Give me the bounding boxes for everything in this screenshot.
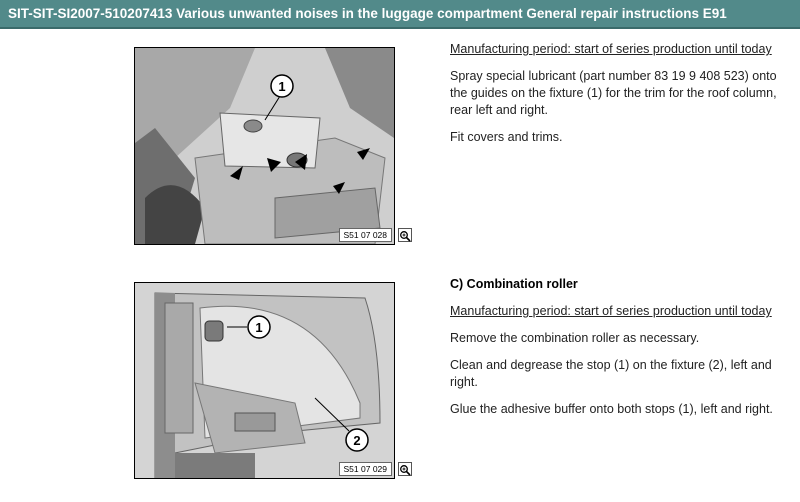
zoom-icon[interactable] [398,462,412,476]
figure-2-illustration [135,283,394,478]
instruction-paragraph: Clean and degrease the stop (1) on the fixture (2), left and right. [450,358,772,389]
section-1-text [450,41,790,156]
manufacturing-period: Manufacturing period: start of series production until today [450,304,772,318]
window-title: SIT-SIT-SI2007-510207413 Various unwanted noises in the luggage compartment General repair instructions E91 [0,0,800,27]
figure-1-illustration [135,48,394,244]
instruction-paragraph: Fit covers and trims. [450,130,563,144]
figure-1-callout-1: 1 [278,79,286,94]
instruction-paragraph: Spray special lubricant (part number 83 19 9 408 523) onto the guides on the fixture (1) for the trim for the roof column, rear left and right. [450,69,777,117]
section-2-text [450,276,790,428]
figure-1-image [134,47,395,245]
instruction-paragraph: Remove the combination roller as necessary. [450,331,700,345]
figure-2-image [134,282,395,479]
title-divider [0,27,800,29]
figure-1-code: S51 07 028 [339,228,392,242]
manufacturing-period: Manufacturing period: start of series production until today [450,42,772,56]
figure-2-callout-1: 1 [255,320,263,335]
zoom-icon[interactable] [398,228,412,242]
section-heading: C) Combination roller [450,277,578,291]
instruction-paragraph: Glue the adhesive buffer onto both stops (1), left and right. [450,402,773,416]
figure-2-callout-2: 2 [353,433,361,448]
figure-2-code: S51 07 029 [339,462,392,476]
